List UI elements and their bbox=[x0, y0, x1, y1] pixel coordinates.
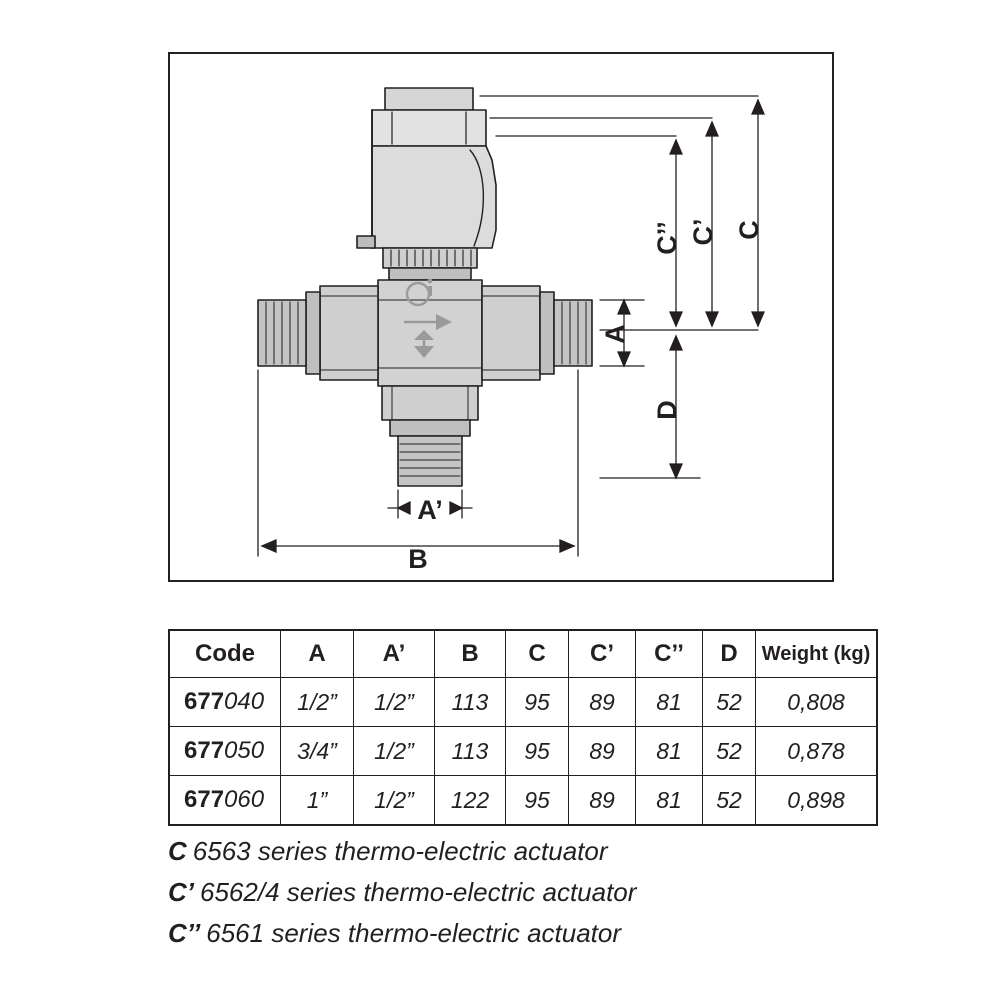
cell-a: 1” bbox=[281, 776, 354, 826]
table-header-row bbox=[169, 630, 877, 678]
cell-a-prime: 1/2” bbox=[354, 727, 435, 776]
cell-weight: 0,898 bbox=[756, 776, 878, 826]
cell-d: 52 bbox=[703, 678, 756, 727]
header-c: C bbox=[506, 630, 569, 678]
cell-a: 3/4” bbox=[281, 727, 354, 776]
cell-c-double-prime: 81 bbox=[636, 776, 703, 826]
legend-item bbox=[168, 877, 868, 908]
header-d: D bbox=[703, 630, 756, 678]
legend-key-c-prime: C’ bbox=[168, 877, 194, 907]
header-code: Code bbox=[169, 630, 281, 678]
header-a-prime: A’ bbox=[354, 630, 435, 678]
cell-a-prime: 1/2” bbox=[354, 776, 435, 826]
cell-b: 113 bbox=[435, 727, 506, 776]
legend-key-c-double-prime: C’’ bbox=[168, 918, 201, 948]
label-c: C bbox=[734, 220, 764, 240]
cell-c-prime: 89 bbox=[569, 776, 636, 826]
cell-d: 52 bbox=[703, 727, 756, 776]
specification-table bbox=[168, 629, 878, 826]
cell-c-double-prime: 81 bbox=[636, 727, 703, 776]
table-row bbox=[169, 727, 877, 776]
cell-b: 113 bbox=[435, 678, 506, 727]
label-a-prime: A’ bbox=[417, 495, 443, 525]
cell-a-prime: 1/2” bbox=[354, 678, 435, 727]
legend-item bbox=[168, 836, 868, 867]
legend-item bbox=[168, 918, 868, 949]
header-a: A bbox=[281, 630, 354, 678]
header-c-prime: C’ bbox=[569, 630, 636, 678]
label-c-prime: C’ bbox=[688, 218, 718, 246]
cell-c: 95 bbox=[506, 678, 569, 727]
table-row bbox=[169, 678, 877, 727]
header-weight: Weight (kg) bbox=[756, 630, 878, 678]
legend-key-c: C bbox=[168, 836, 187, 866]
code-prefix: 677 bbox=[184, 688, 225, 715]
label-d: D bbox=[652, 400, 682, 420]
header-c-double-prime: C’’ bbox=[636, 630, 703, 678]
code-prefix: 677 bbox=[184, 786, 225, 813]
table-row bbox=[169, 776, 877, 826]
drawing-frame bbox=[168, 52, 834, 582]
code-suffix: 060 bbox=[224, 786, 265, 813]
cell-c-double-prime: 81 bbox=[636, 678, 703, 727]
legend-text-c: 6563 series thermo-electric actuator bbox=[192, 836, 608, 866]
legend-text-c-prime: 6562/4 series thermo-electric actuator bbox=[200, 877, 637, 907]
cell-c-prime: 89 bbox=[569, 678, 636, 727]
cell-c: 95 bbox=[506, 776, 569, 826]
cell-c: 95 bbox=[506, 727, 569, 776]
header-b: B bbox=[435, 630, 506, 678]
cell-weight: 0,808 bbox=[756, 678, 878, 727]
cell-b: 122 bbox=[435, 776, 506, 826]
label-a: A bbox=[600, 324, 630, 344]
code-suffix: 050 bbox=[224, 737, 265, 764]
cell-d: 52 bbox=[703, 776, 756, 826]
cell-code bbox=[169, 678, 281, 727]
code-prefix: 677 bbox=[184, 737, 225, 764]
cell-c-prime: 89 bbox=[569, 727, 636, 776]
code-suffix: 040 bbox=[224, 688, 265, 715]
legend bbox=[168, 836, 868, 959]
label-c-double-prime: C’’ bbox=[652, 221, 682, 255]
legend-text-c-double-prime: 6561 series thermo-electric actuator bbox=[206, 918, 622, 948]
cell-code bbox=[169, 727, 281, 776]
cell-weight: 0,878 bbox=[756, 727, 878, 776]
cell-code bbox=[169, 776, 281, 826]
label-b: B bbox=[408, 544, 428, 574]
cell-a: 1/2” bbox=[281, 678, 354, 727]
